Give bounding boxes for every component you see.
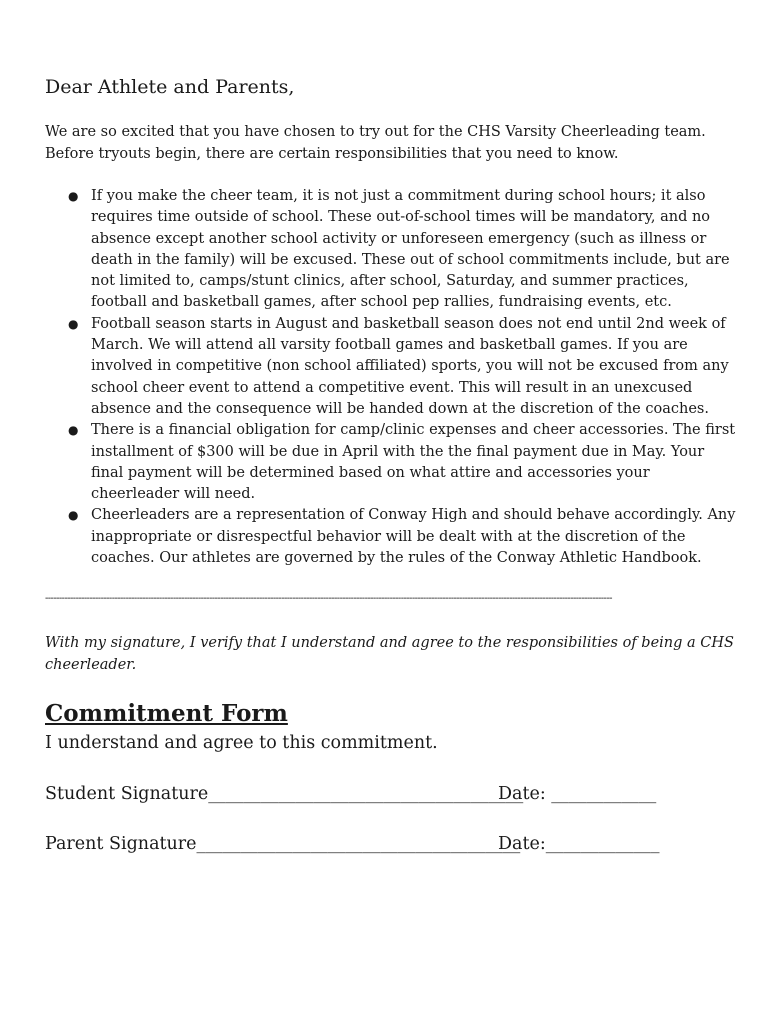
list-item-line: Cheerleaders are a representation of Conway High and should behave accordingly. Any bbox=[91, 507, 736, 524]
student-signature-row bbox=[45, 782, 725, 806]
list-item-line: cheerleader will need. bbox=[91, 486, 256, 503]
bullet-icon: ● bbox=[68, 423, 79, 438]
parent-date-field[interactable]: Date:_____________ bbox=[498, 834, 660, 854]
list-item-line: coaches. Our athletes are governed by the rules of the Conway Athletic Handbook. bbox=[91, 550, 702, 567]
list-item-line: absence and the consequence will be handed down at the discretion of the coaches. bbox=[91, 400, 709, 417]
parent-signature-row bbox=[45, 832, 725, 856]
verification-line: cheerleader. bbox=[45, 656, 137, 673]
intro-line: We are so excited that you have chosen to try out for the CHS Varsity Cheerleading team. bbox=[45, 124, 706, 140]
list-item bbox=[45, 314, 729, 420]
list-item bbox=[45, 505, 736, 569]
bullet-icon: ● bbox=[68, 508, 79, 523]
parent-signature-field[interactable]: Parent Signature_____________________________________ bbox=[45, 834, 521, 854]
list-item bbox=[45, 420, 736, 505]
responsibilities-list bbox=[45, 186, 736, 569]
letter-greeting: Dear Athlete and Parents, bbox=[45, 76, 295, 98]
list-item-line: There is a financial obligation for camp/clinic expenses and cheer accessories. The first bbox=[91, 422, 736, 439]
signature-verification-statement bbox=[45, 633, 734, 676]
list-item-line: inappropriate or disrespectful behavior will be dealt with at the discretion of the bbox=[91, 528, 686, 545]
list-item-line: involved in competitive (non school affiliated) sports, you will not be excused from any bbox=[91, 358, 729, 375]
dashed-divider: ------------------------------------------------------------------------------------------------------------------------------------------------------------------------------------------------------------ bbox=[45, 593, 612, 604]
list-item-line: not limited to, camps/stunt clinics, after school, Saturday, and summer practices, bbox=[91, 273, 689, 290]
list-item-line: installment of $300 will be due in April with the the final payment due in May. Your bbox=[91, 443, 705, 460]
list-item-line: If you make the cheer team, it is not just a commitment during school hours; it also bbox=[91, 188, 706, 204]
list-item bbox=[45, 186, 730, 314]
list-item-line: football and basketball games, after school pep rallies, fundraising events, etc. bbox=[91, 294, 672, 311]
letter-intro bbox=[45, 122, 725, 165]
commitment-form-subtitle: I understand and agree to this commitment. bbox=[45, 733, 438, 753]
list-item-line: school cheer event to attend a competitive event. This will result in an unexcused bbox=[91, 379, 693, 396]
bullet-icon: ● bbox=[68, 189, 79, 203]
verification-line: With my signature, I verify that I understand and agree to the responsibilities of being a CHS bbox=[45, 635, 734, 651]
list-item-line: absence except another school activity or unforeseen emergency (such as illness or bbox=[91, 230, 707, 247]
intro-line: Before tryouts begin, there are certain responsibilities that you need to know. bbox=[45, 145, 619, 162]
list-item-line: requires time outside of school. These out-of-school times will be mandatory, and no bbox=[91, 209, 711, 226]
list-item-line: Football season starts in August and basketball season does not end until 2nd week of bbox=[91, 315, 726, 332]
commitment-form-title: Commitment Form bbox=[45, 700, 288, 727]
student-date-field[interactable]: Date: ____________ bbox=[498, 784, 657, 804]
student-signature-field[interactable]: Student Signature____________________________________ bbox=[45, 784, 524, 804]
list-item-line: death in the family) will be excused. These out of school commitments include, but are bbox=[91, 251, 730, 268]
list-item-line: final payment will be determined based on what attire and accessories your bbox=[91, 464, 650, 481]
list-item-line: March. We will attend all varsity football games and basketball games. If you are bbox=[91, 337, 688, 354]
bullet-icon: ● bbox=[68, 316, 79, 331]
